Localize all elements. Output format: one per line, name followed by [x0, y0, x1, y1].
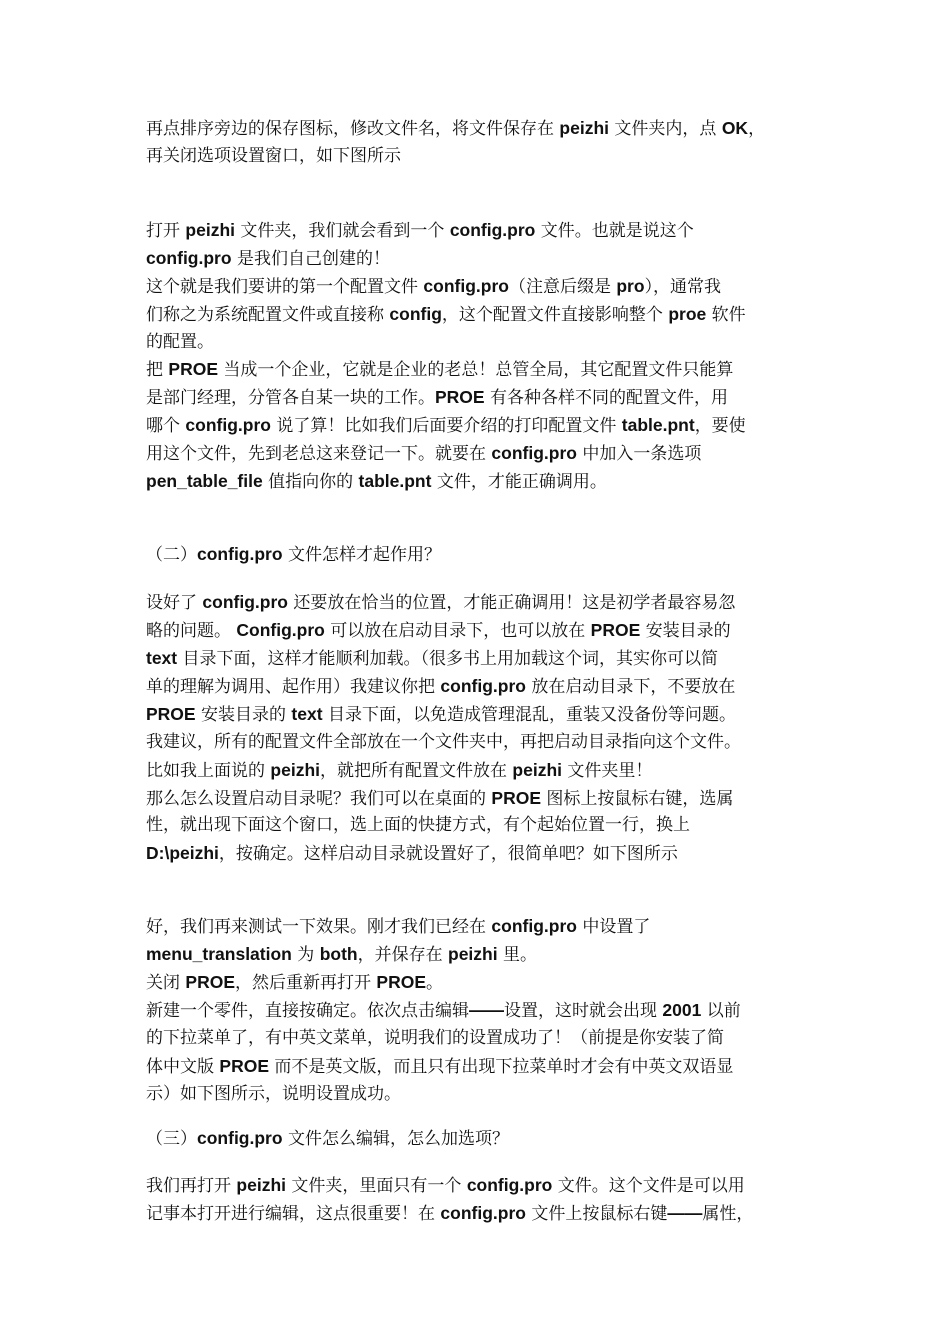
text-run: 文件上按鼠标右键: [525, 1204, 668, 1224]
text-run: 文件。也就是说这个: [535, 221, 694, 241]
text-run: 打开: [146, 221, 186, 241]
text-run: 。: [426, 973, 444, 993]
bold-term: config.pro: [197, 1128, 283, 1148]
text-run: 的配置。: [146, 332, 214, 352]
text-run: ，这个配置文件直接影响整个: [441, 305, 669, 325]
text-line: [146, 912, 650, 940]
text-line: [146, 411, 746, 439]
text-run: 是我们自己创建的！: [231, 249, 390, 269]
text-line: [146, 588, 735, 616]
bold-term: table.pnt: [621, 415, 695, 435]
bold-term: config.pro: [449, 220, 536, 240]
text-run: 关闭: [146, 973, 186, 993]
text-line: [146, 1199, 753, 1227]
text-run: 是部门经理，分管各自某一块的工作。: [146, 388, 435, 408]
bold-term: config.pro: [440, 1203, 526, 1223]
bold-term: PROE: [590, 620, 641, 640]
text-line: [146, 142, 401, 170]
bold-term: peizhi: [270, 760, 320, 780]
text-run: 值指向你的: [262, 472, 359, 492]
text-run: 单的理解为调用、起作用）我建议你把: [146, 677, 441, 697]
text-line: [146, 540, 441, 568]
text-line: [146, 616, 731, 644]
text-run: 们称之为系统配置文件或直接称: [146, 305, 390, 325]
text-line: [146, 355, 733, 383]
text-line: [146, 839, 678, 867]
text-run: 文件怎么编辑，怎么加选项？: [282, 1129, 509, 1149]
bold-term: config: [389, 304, 442, 324]
text-line: [146, 1124, 509, 1152]
text-line: [146, 811, 690, 839]
text-run: 还要放在恰当的位置，才能正确调用！这是初学者最容易忽: [287, 593, 736, 613]
bold-term: peizhi: [185, 220, 235, 240]
bold-term: text: [291, 704, 323, 724]
text-run: 示）如下图所示，说明设置成功。: [146, 1084, 401, 1104]
bold-term: PROE: [185, 972, 236, 992]
bold-term: config.pro: [423, 276, 509, 296]
text-run: 再点排序旁边的保存图标，修改文件名，将文件保存在: [146, 119, 560, 139]
text-run: 文件夹内，点: [609, 119, 722, 139]
text-run: （二）: [146, 545, 197, 565]
text-run: ，要使: [694, 416, 746, 436]
text-run: 安装目录的: [640, 621, 731, 641]
text-line: [146, 728, 741, 756]
text-run: 那么怎么设置启动目录呢？我们可以在桌面的: [146, 789, 492, 809]
text-run: ，并保存在: [357, 945, 448, 965]
text-run: 软件: [706, 305, 746, 325]
bold-term: config.pro: [466, 1175, 553, 1195]
bold-term: both: [319, 944, 358, 964]
bold-term: PROE: [435, 387, 485, 407]
text-run: 好，我们再来测试一下效果。刚才我们已经在: [146, 917, 492, 937]
text-run: 我建议，所有的配置文件全部放在一个文件夹中，再把启动目录指向这个文件。: [146, 732, 741, 752]
text-run: ，然后重新再打开: [235, 973, 377, 993]
text-run: 用这个文件，先到老总这来登记一下。就要在: [146, 444, 492, 464]
text-run: 设好了: [146, 593, 203, 613]
text-run: 有各种各样不同的配置文件，用: [484, 388, 729, 408]
text-line: [146, 439, 701, 467]
text-line: [146, 216, 694, 244]
text-line: [146, 784, 733, 812]
bold-term: PROE: [376, 972, 427, 992]
bold-term: peizhi: [448, 944, 498, 964]
text-run: 性，就出现下面这个窗口，选上面的快捷方式，有个起始位置一行，换上: [146, 815, 690, 835]
bold-term: ——: [469, 1000, 504, 1020]
bold-term: PROE: [146, 704, 196, 724]
text-run: 比如我上面说的: [146, 761, 271, 781]
text-run: 而不是英文版，而且只有出现下拉菜单时才会有中英文双语显: [269, 1057, 734, 1077]
text-run: 文件。这个文件是可以用: [552, 1176, 745, 1196]
text-run: 把: [146, 360, 169, 380]
text-line: [146, 328, 214, 356]
text-run: 文件夹，里面只有一个: [286, 1176, 467, 1196]
text-run: 再关闭选项设置窗口，如下图所示: [146, 146, 401, 166]
bold-term: text: [146, 648, 178, 668]
text-run: 安装目录的: [195, 705, 292, 725]
bold-term: peizhi: [512, 760, 562, 780]
bold-term: 2001: [662, 1000, 702, 1020]
text-run: 哪个: [146, 416, 186, 436]
text-run: 这个就是我们要讲的第一个配置文件: [146, 277, 424, 297]
text-run: 文件怎样才起作用？: [282, 545, 441, 565]
text-run: 体中文版: [146, 1057, 220, 1077]
text-line: [146, 644, 718, 672]
text-run: 文件，才能正确调用。: [431, 472, 607, 492]
text-run: 图标上按鼠标右键，选属: [541, 789, 734, 809]
text-line: [146, 968, 443, 996]
text-run: 以前: [701, 1001, 741, 1021]
text-line: [146, 996, 741, 1024]
bold-term: ——: [667, 1203, 703, 1223]
text-run: （三）: [146, 1129, 197, 1149]
bold-term: config.pro: [146, 248, 232, 268]
text-run: ，就把所有配置文件放在: [320, 761, 513, 781]
text-run: 目录下面，以免造成管理混乱，重装又没备份等问题。: [322, 705, 736, 725]
text-line: [146, 244, 390, 272]
bold-term: menu_translation: [146, 944, 292, 964]
text-line: [146, 672, 735, 700]
bold-term: PROE: [168, 359, 219, 379]
text-line: [146, 467, 607, 495]
bold-term: proe: [668, 304, 707, 324]
text-run: 文件夹，我们就会看到一个: [235, 221, 450, 241]
text-run: 设置，这时就会出现: [504, 1001, 663, 1021]
text-line: [146, 1080, 401, 1108]
text-run: 文件夹里！: [562, 761, 653, 781]
text-line: [146, 383, 728, 411]
text-line: [146, 940, 537, 968]
text-run: ，: [748, 119, 766, 139]
bold-term: config.pro: [185, 415, 271, 435]
bold-term: PROE: [491, 788, 542, 808]
bold-term: config.pro: [197, 544, 283, 564]
text-line: [146, 1171, 745, 1199]
bold-term: config.pro: [440, 676, 526, 696]
text-run: 为: [291, 945, 320, 965]
bold-term: D:\peizhi: [146, 843, 219, 863]
text-run: ，按确定。这样启动目录就设置好了，很简单吧？如下图所示: [218, 844, 678, 864]
text-line: [146, 1052, 733, 1080]
text-run: （注意后缀是: [508, 277, 617, 297]
text-run: 里。: [497, 945, 537, 965]
bold-term: table.pnt: [358, 471, 432, 491]
text-line: [146, 300, 746, 328]
text-run: 中加入一条选项: [576, 444, 702, 464]
text-run: 目录下面，这样才能顺利加载。（很多书上用加载这个词，其实你可以简: [177, 649, 719, 669]
bold-term: config.pro: [202, 592, 288, 612]
text-line: [146, 114, 765, 142]
text-run: 我们再打开: [146, 1176, 237, 1196]
bold-term: peizhi: [559, 118, 609, 138]
text-run: ），通常我: [644, 277, 722, 297]
text-run: 放在启动目录下，不要放在: [525, 677, 736, 697]
text-run: 的下拉菜单了，有中英文菜单，说明我们的设置成功了！（前提是你安装了简: [146, 1028, 724, 1048]
text-run: 新建一个零件，直接按确定。依次点击编辑: [146, 1001, 469, 1021]
text-line: [146, 1024, 724, 1052]
bold-term: OK: [721, 118, 749, 138]
bold-term: Config.pro: [236, 620, 325, 640]
text-run: 中设置了: [576, 917, 651, 937]
bold-term: pro: [616, 276, 645, 296]
bold-term: PROE: [219, 1056, 270, 1076]
text-line: [146, 272, 721, 300]
text-line: [146, 700, 736, 728]
bold-term: peizhi: [236, 1175, 286, 1195]
text-line: [146, 756, 652, 784]
text-run: 属性，: [702, 1204, 754, 1224]
text-run: 可以放在启动目录下，也可以放在: [324, 621, 591, 641]
text-run: 当成一个企业，它就是企业的老总！总管全局，其它配置文件只能算: [218, 360, 734, 380]
text-run: 记事本打开进行编辑，这点很重要！在: [146, 1204, 441, 1224]
bold-term: pen_table_file: [146, 471, 263, 491]
text-run: 说了算！比如我们后面要介绍的打印配置文件: [270, 416, 622, 436]
text-run: 略的问题。: [146, 621, 237, 641]
bold-term: config.pro: [491, 443, 577, 463]
bold-term: config.pro: [491, 916, 577, 936]
